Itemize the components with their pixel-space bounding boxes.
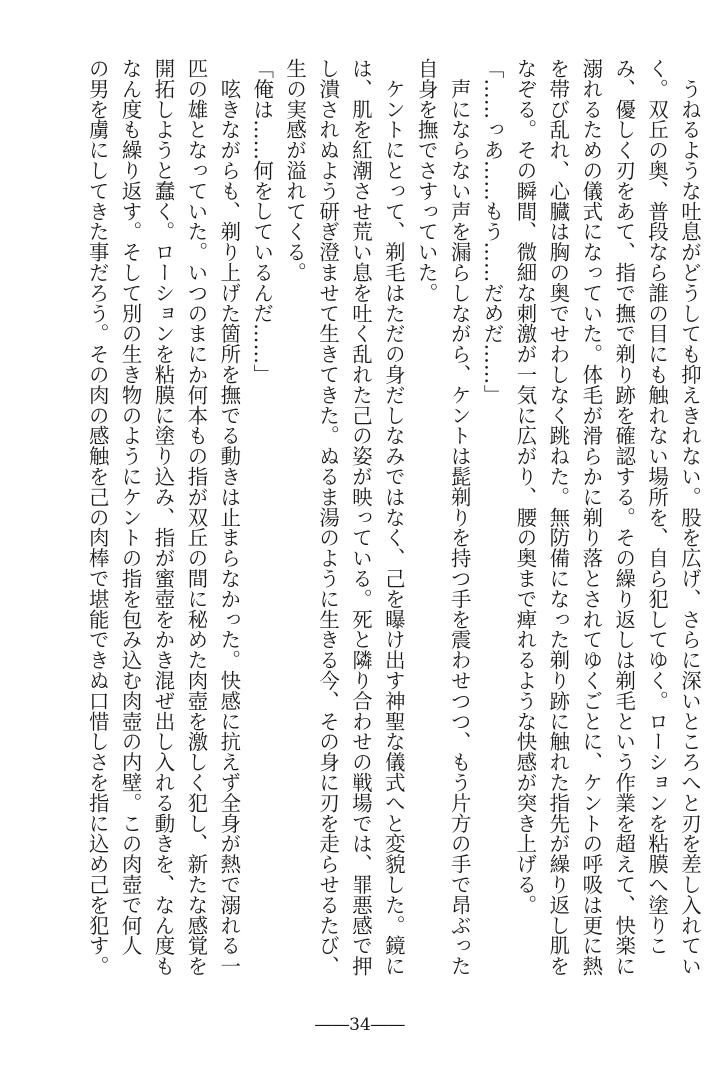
text-line: は、肌を紅潮させ荒い息を吐く乱れた己の姿が映っている。死と隣り合わせの戦場では、罪悪感で押 xyxy=(348,58,373,976)
text-line: し潰されぬよう研ぎ澄ませて生きてきた。ぬるま湯のように生きる今、その身に刃を走らせるたび、 xyxy=(316,58,341,976)
text-line: の男を虜にしてきた事だろう。その肉の感触を己の肉棒で堪能できぬ口惜しさを指に込め己を犯す。 xyxy=(85,58,110,976)
text-line: 生の実感が溢れてくる。 xyxy=(283,58,308,283)
text-line: く。双丘の奥、普段なら誰の目にも触れない場所を、自ら犯してゆく。ローションを粘膜へ塗りこ xyxy=(645,58,670,956)
text-line: 匹の雄となっていた。いつのまにか何本もの指が双丘の間に秘めた肉壺を激しく犯し、新たな感覚を xyxy=(184,58,209,976)
text-line: なん度も繰り返す。そして別の生き物のようにケントの指を包み込む肉壺の内壁。この肉壺で何人 xyxy=(118,58,143,956)
text-line: 呟きながらも、剃り上げた箇所を撫でる動きは止まらなかった。快感に抗えず全身が熱で溺れる一 xyxy=(217,58,242,976)
body-text xyxy=(81,58,706,983)
text-line: 声にならない声を漏らしながら、ケントは髭剃りを持つ手を震わせつつ、もう片方の手で昂ぶった xyxy=(447,58,472,976)
dialogue-line: 「俺は……何をしているんだ……」 xyxy=(250,58,275,385)
text-line: み、優しく刃をあて、指で撫で剃り跡を確認する。その繰り返しは剃毛という作業を超えて、快楽に xyxy=(612,58,637,976)
dialogue-line: 「……っあ……もう……だめだ……」 xyxy=(480,58,505,405)
text-line: を帯び乱れ、心臓は胸の奥でせわしなく跳ねた。無防備になった剃り跡に触れた指先が繰り返し肌を xyxy=(546,58,571,977)
text-line: 開拓しようと蠢く。ローションを粘膜に塗り込み、指が蜜壺をかき混ぜ出し入れる動きを、なん度も xyxy=(151,58,176,976)
text-line: うねるような吐息がどうしても抑えきれない。股を広げ、さらに深いところへと刃を差し入れてい xyxy=(678,58,702,976)
text-line: なぞる。その瞬間、微細な刺激が一気に広がり、腰の奥まで痺れるような快感が突き上げる。 xyxy=(513,58,538,915)
text-line: 溺れるための儀式になっていた。体毛が滑らかに剃り落とされてゆくごとに、ケントの呼吸は更に熱 xyxy=(579,58,604,976)
page-number: ――34―― xyxy=(315,1015,405,1035)
text-line: 自身を撫でさすっていた。 xyxy=(414,58,439,303)
text-line: ケントにとって、剃毛はただの身だしなみではなく、己を曝け出す神聖な儀式へと変貌した。鏡に xyxy=(381,58,406,976)
